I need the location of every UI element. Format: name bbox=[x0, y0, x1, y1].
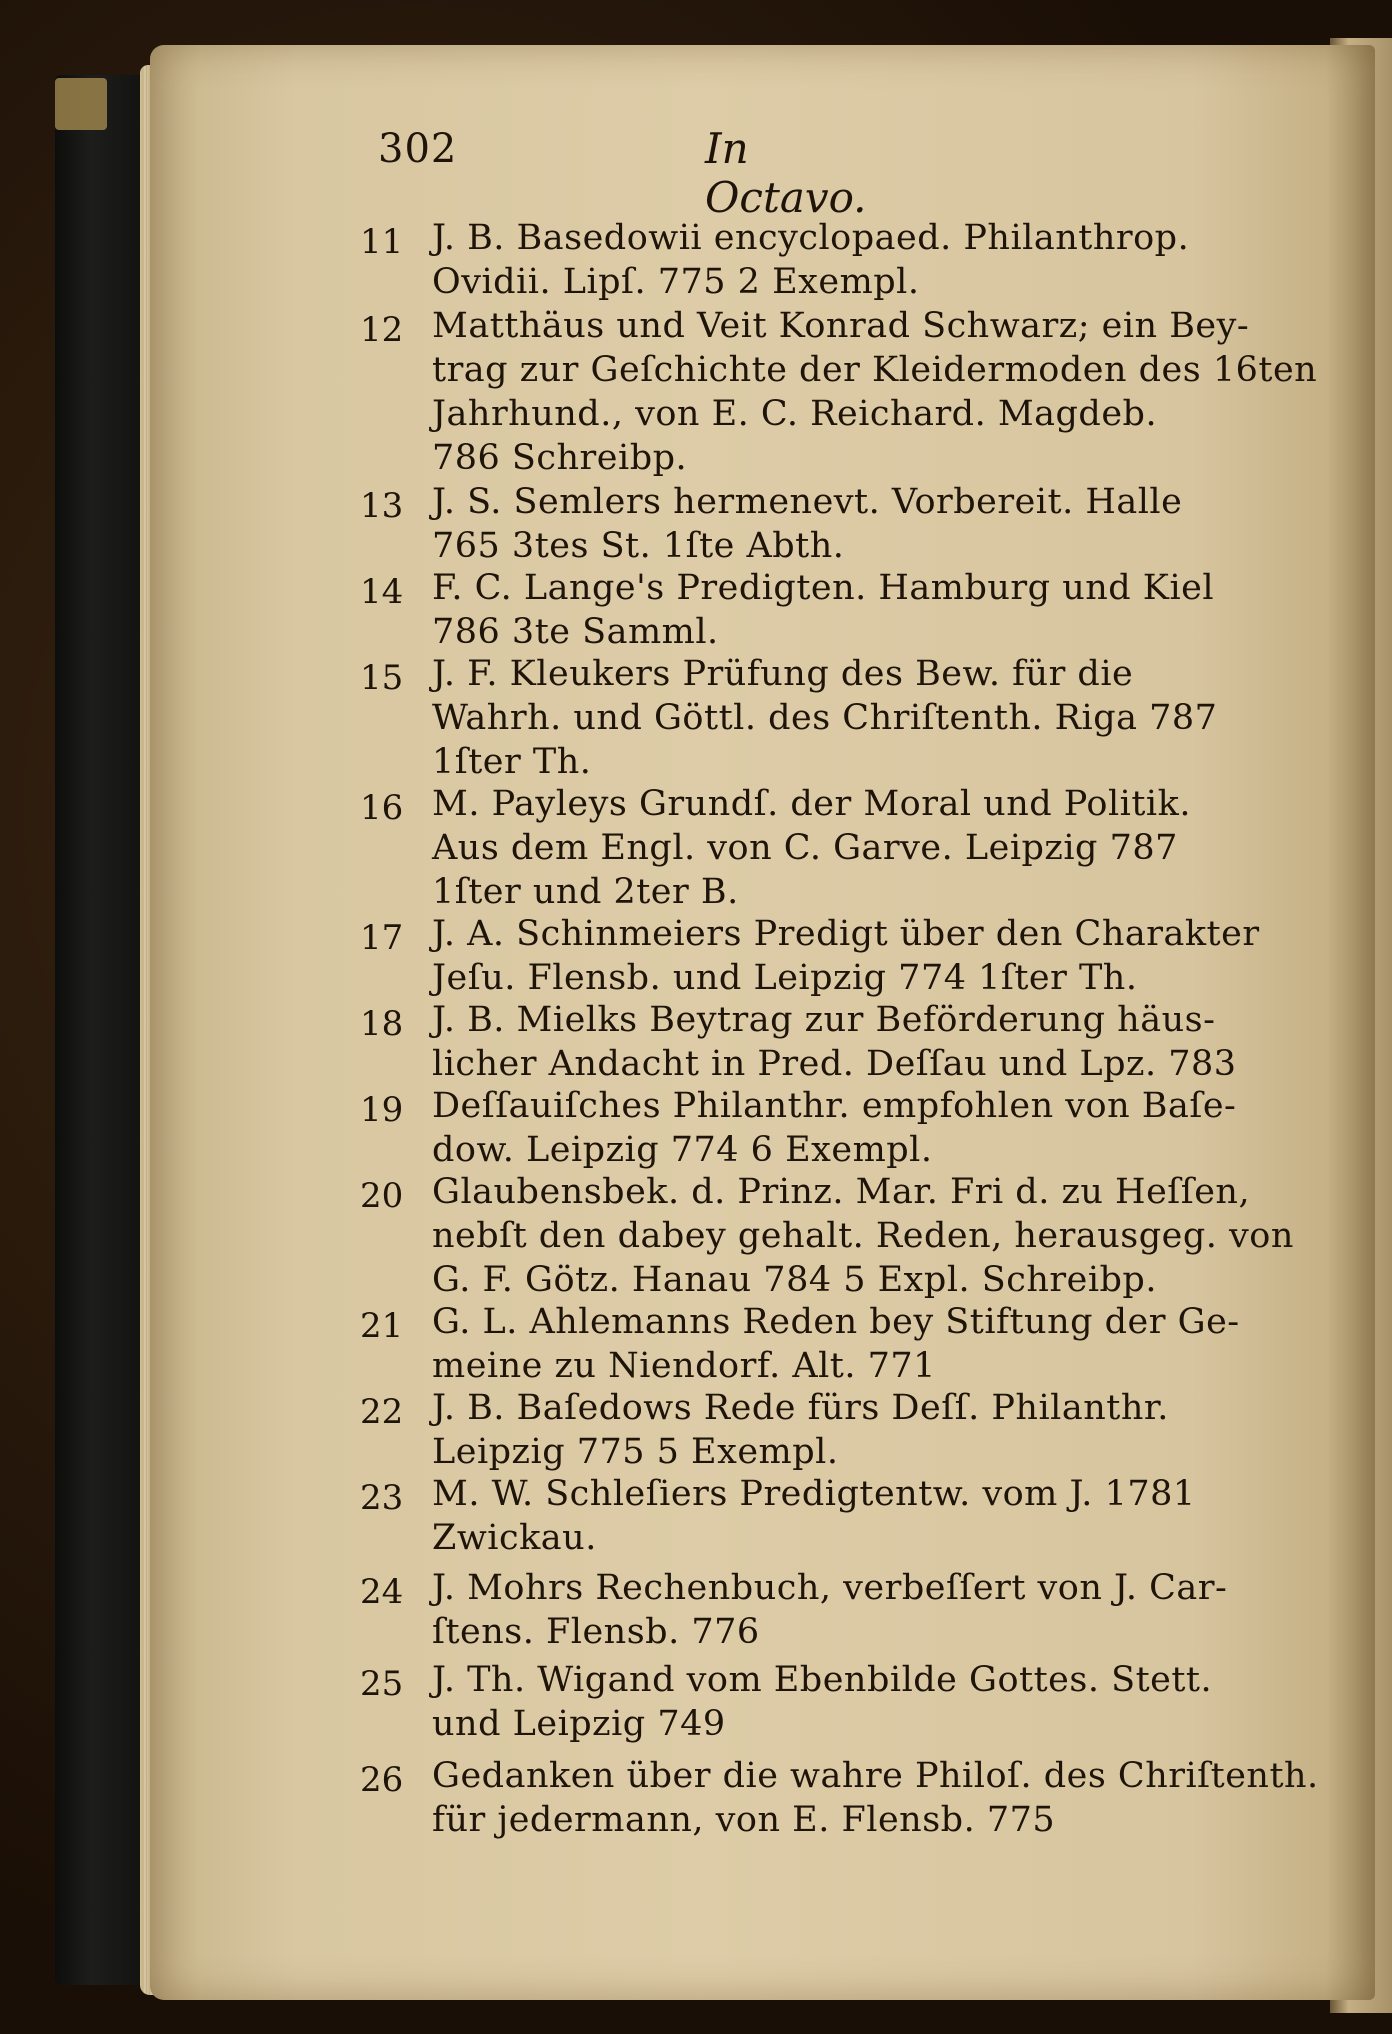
entry-number: 24 bbox=[360, 1572, 404, 1612]
entry-number: 23 bbox=[360, 1478, 404, 1518]
entry-line: J. S. Semlers hermenevt. Vorbereit. Halle bbox=[432, 482, 1183, 522]
entry-number: 26 bbox=[360, 1760, 404, 1800]
entry-line: Ovidii. Lipſ. 775 2 Exempl. bbox=[432, 262, 920, 302]
entry-number: 14 bbox=[360, 572, 404, 612]
entry-number: 16 bbox=[360, 788, 404, 828]
entry-line: J. F. Kleukers Prüfung des Bew. für die bbox=[432, 654, 1134, 694]
entry-line: M. Payleys Grundſ. der Moral und Politik. bbox=[432, 784, 1191, 824]
entry-line: ſtens. Flensb. 776 bbox=[432, 1612, 760, 1652]
entry-line: Matthäus und Veit Konrad Schwarz; ein Bey- bbox=[432, 306, 1250, 346]
book-spine bbox=[55, 75, 145, 1985]
spine-label bbox=[55, 78, 107, 130]
entry-line: J. B. Baſedows Rede fürs Deſſ. Philanthr. bbox=[432, 1388, 1169, 1428]
entry-line: meine zu Niendorf. Alt. 771 bbox=[432, 1346, 936, 1386]
entry-line: 1ſter und 2ter B. bbox=[432, 872, 739, 912]
entry-number: 12 bbox=[360, 310, 404, 350]
entry-number: 25 bbox=[360, 1664, 404, 1704]
entry-number: 11 bbox=[360, 222, 404, 262]
entry-number: 13 bbox=[360, 486, 404, 526]
entry-number: 21 bbox=[360, 1306, 404, 1346]
entry-number: 15 bbox=[360, 658, 404, 698]
entry-line: G. F. Götz. Hanau 784 5 Expl. Schreibp. bbox=[432, 1260, 1157, 1300]
entry-line: Zwickau. bbox=[432, 1518, 597, 1558]
entry-line: nebſt den dabey gehalt. Reden, herausgeg. von bbox=[432, 1216, 1294, 1256]
entry-line: J. Th. Wigand vom Ebenbilde Gottes. Stett. bbox=[432, 1660, 1213, 1700]
entry-line: J. Mohrs Rechenbuch, verbeſſert von J. Car- bbox=[432, 1568, 1228, 1608]
entry-line: Glaubensbek. d. Prinz. Mar. Fri d. zu Heſſen, bbox=[432, 1172, 1251, 1212]
entry-line: für jedermann, von E. Flensb. 775 bbox=[432, 1800, 1056, 1840]
entry-line: dow. Leipzig 774 6 Exempl. bbox=[432, 1130, 933, 1170]
entry-line: Jeſu. Flensb. und Leipzig 774 1ſter Th. bbox=[432, 958, 1138, 998]
entry-line: 786 3te Samml. bbox=[432, 612, 719, 652]
entry-line: Deſſauiſches Philanthr. empfohlen von Baſe- bbox=[432, 1086, 1237, 1126]
entry-line: Aus dem Engl. von C. Garve. Leipzig 787 bbox=[432, 828, 1178, 868]
entry-line: trag zur Geſchichte der Kleidermoden des 16ten bbox=[432, 350, 1318, 390]
entry-number: 17 bbox=[360, 918, 404, 958]
entry-number: 19 bbox=[360, 1090, 404, 1130]
entry-line: und Leipzig 749 bbox=[432, 1704, 726, 1744]
entry-number: 18 bbox=[360, 1004, 404, 1044]
entry-line: Leipzig 775 5 Exempl. bbox=[432, 1432, 839, 1472]
entry-line: J. B. Basedowii encyclopaed. Philanthrop. bbox=[432, 218, 1190, 258]
entry-line: Gedanken über die wahre Philoſ. des Chriſtenth. bbox=[432, 1756, 1319, 1796]
entry-line: M. W. Schleſiers Predigtentw. vom J. 1781 bbox=[432, 1474, 1196, 1514]
entry-line: 765 3tes St. 1ſte Abth. bbox=[432, 526, 845, 566]
entry-line: F. C. Lange's Predigten. Hamburg und Kiel bbox=[432, 568, 1215, 608]
entry-line: 1ſter Th. bbox=[432, 742, 592, 782]
page-number: 302 bbox=[378, 126, 458, 172]
entry-line: licher Andacht in Pred. Deſſau und Lpz. 783 bbox=[432, 1044, 1237, 1084]
entry-line: Wahrh. und Göttl. des Chriſtenth. Riga 787 bbox=[432, 698, 1218, 738]
entry-line: 786 Schreibp. bbox=[432, 438, 688, 478]
running-title: In Octavo. bbox=[705, 124, 867, 222]
entry-number: 20 bbox=[360, 1176, 404, 1216]
entry-number: 22 bbox=[360, 1392, 404, 1432]
entry-line: G. L. Ahlemanns Reden bey Stiftung der Ge- bbox=[432, 1302, 1240, 1342]
entry-line: J. B. Mielks Beytrag zur Beförderung häus- bbox=[432, 1000, 1216, 1040]
entry-line: J. A. Schinmeiers Predigt über den Charakter bbox=[432, 914, 1260, 954]
entry-line: Jahrhund., von E. C. Reichard. Magdeb. bbox=[432, 394, 1158, 434]
